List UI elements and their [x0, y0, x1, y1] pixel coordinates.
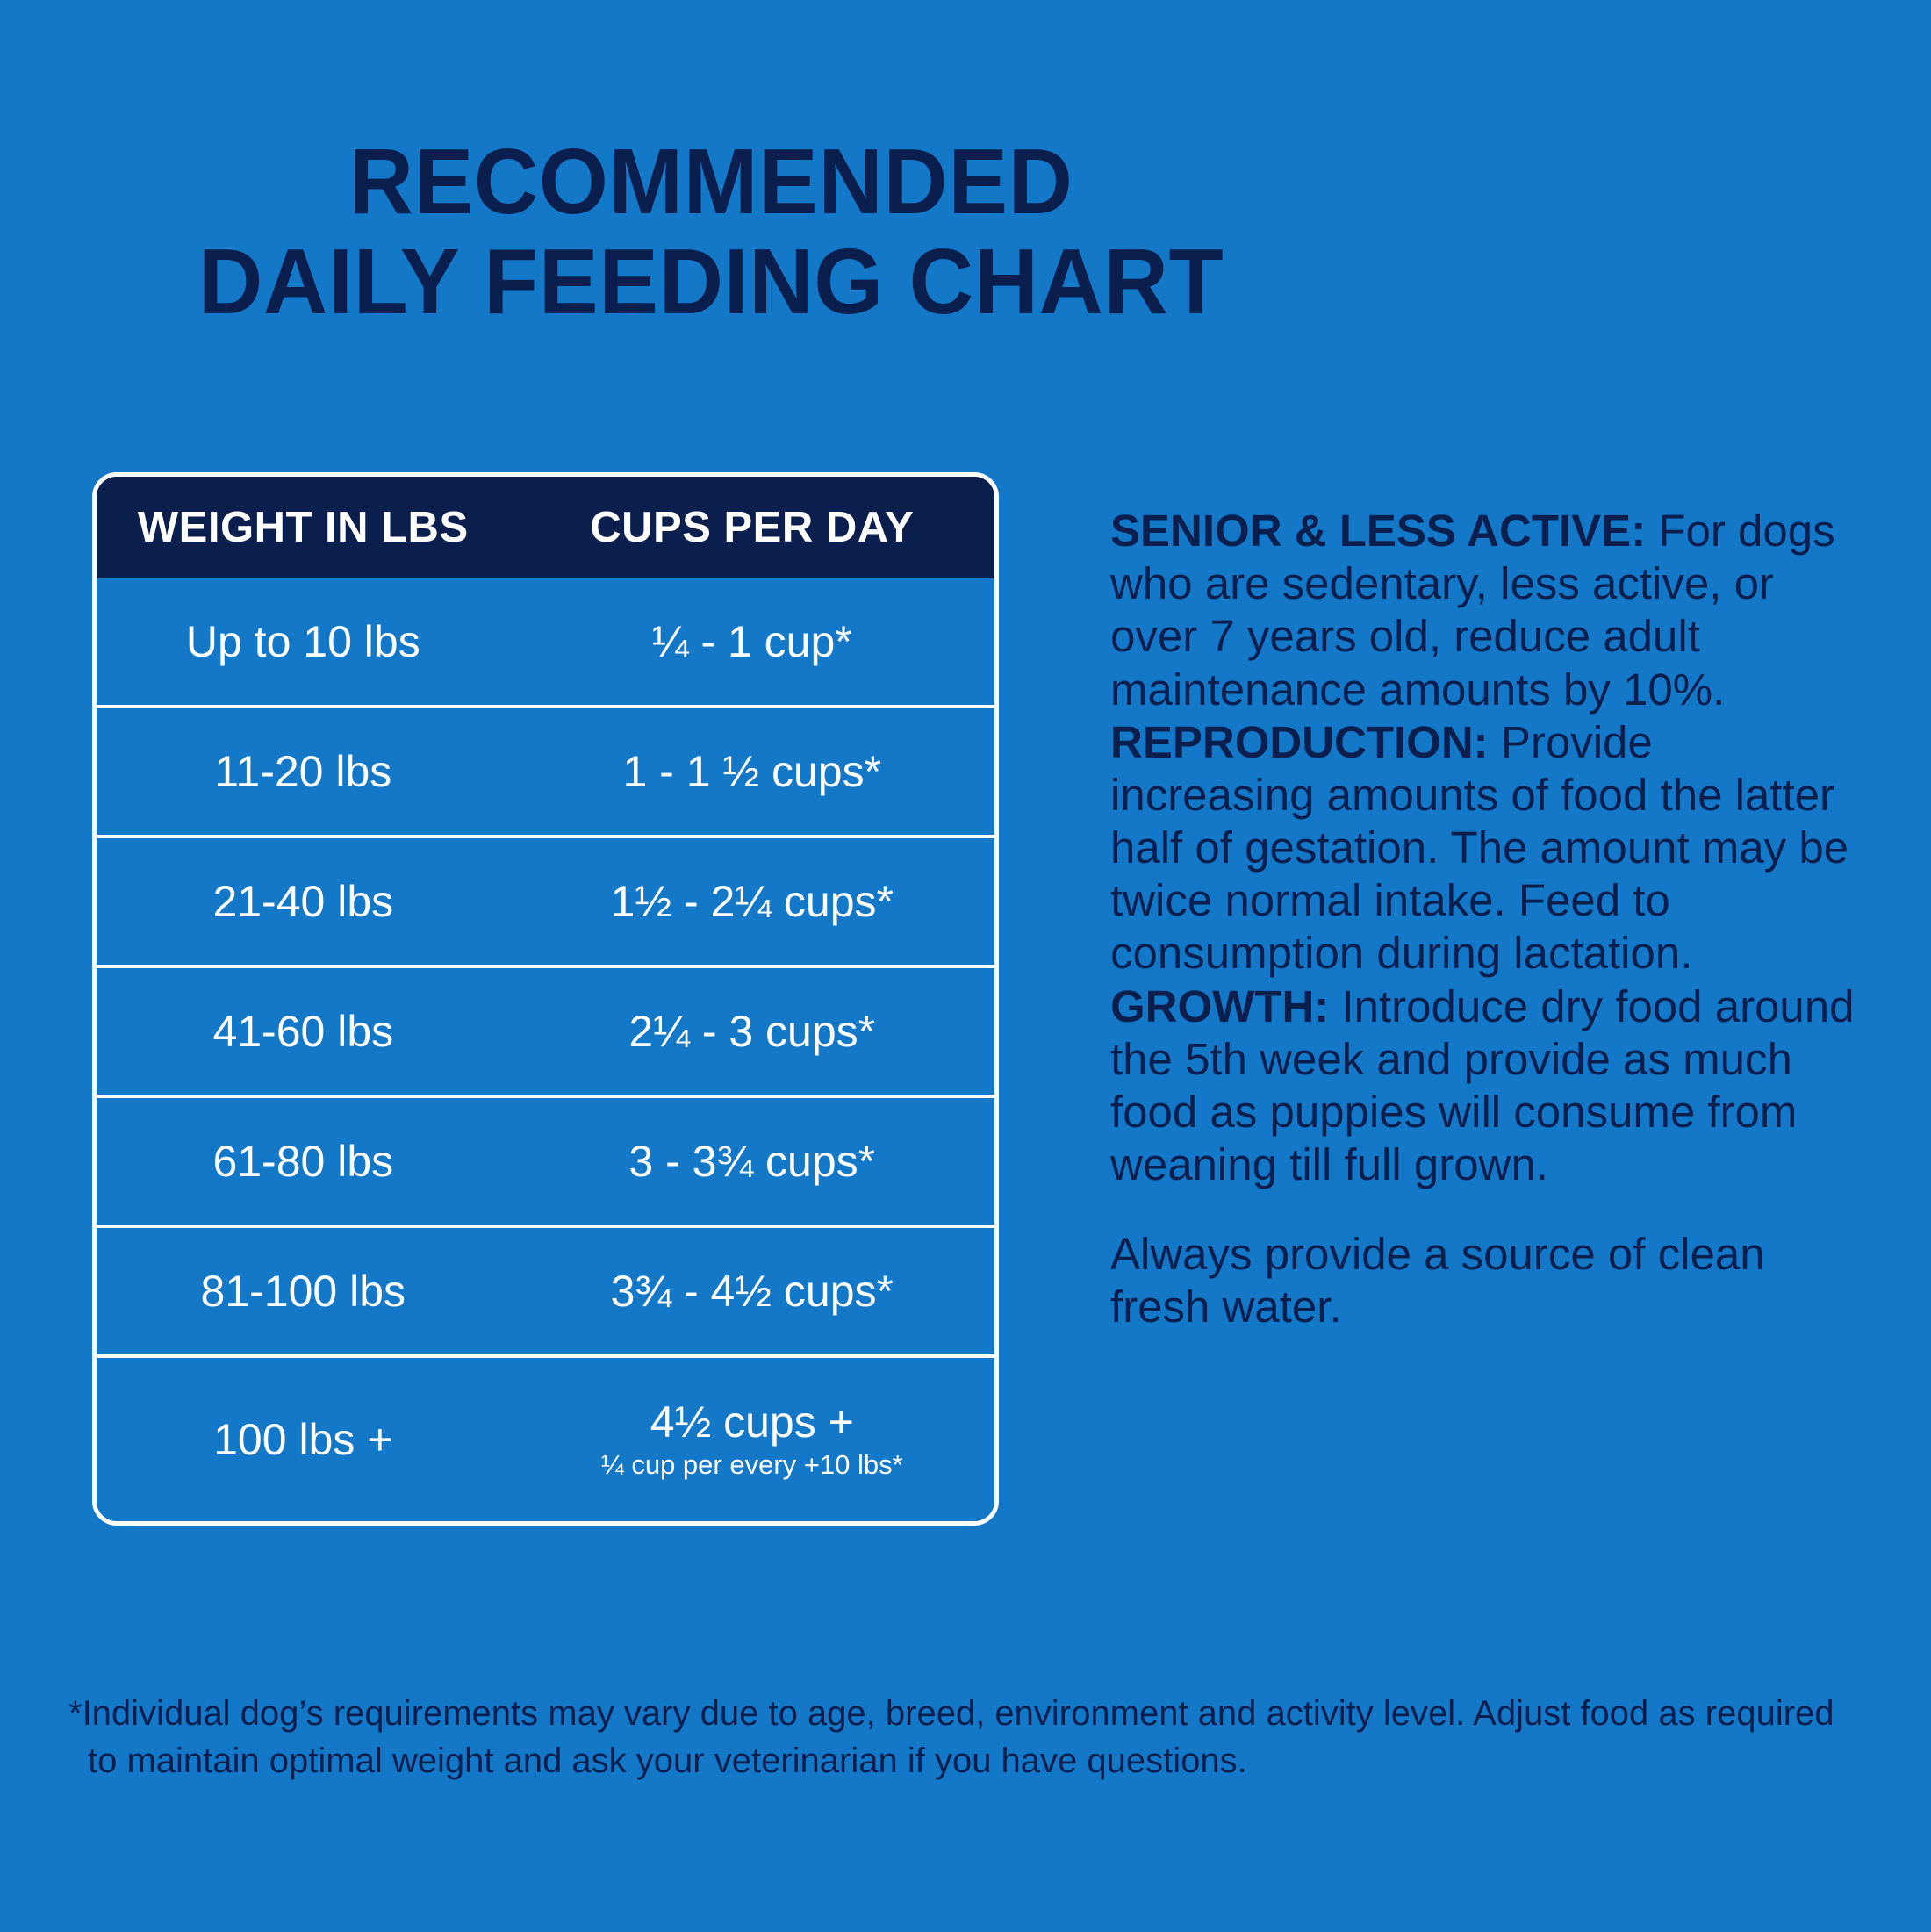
cell-weight: 11-20 lbs	[214, 746, 392, 796]
reproduction-text: Provide increasing amounts of food the latter half of gestation. The amount may be twice normal intake. Feed to consumption during lactation.	[1110, 716, 1849, 979]
cell-cups: 2¼ - 3 cups*	[628, 1006, 876, 1056]
table-row	[97, 578, 994, 708]
cell-cups: 1 - 1 ½ cups*	[622, 746, 882, 796]
paragraph-spacer	[1110, 1191, 1865, 1228]
note-block	[1110, 505, 1865, 1191]
table-row	[97, 1228, 994, 1358]
cell-cups: 3¾ - 4½ cups*	[610, 1266, 894, 1316]
senior-label: SENIOR & LESS ACTIVE:	[1110, 506, 1647, 556]
title-line-1: RECOMMENDED	[348, 130, 1073, 233]
cell-weight: Up to 10 lbs	[185, 616, 420, 666]
reproduction-label: REPRODUCTION:	[1110, 716, 1489, 767]
cell-cups: 1½ - 2¼ cups*	[610, 876, 894, 926]
cell-weight: 100 lbs +	[213, 1414, 393, 1464]
cell-cups-note: ¼ cup per every +10 lbs*	[600, 1449, 903, 1481]
cell-weight: 61-80 lbs	[212, 1136, 394, 1186]
table-row	[97, 708, 994, 838]
growth-label: GROWTH:	[1110, 980, 1330, 1031]
table-row	[97, 838, 994, 968]
cell-weight: 41-60 lbs	[212, 1006, 394, 1056]
cell-cups-value: 4½ cups +	[650, 1397, 854, 1447]
footnote	[68, 1690, 1868, 1785]
footnote-line-1: *Individual dog’s requirements may vary due to age, breed, environment and activity level. Adjust food as required	[68, 1694, 1834, 1733]
table-row	[97, 1098, 994, 1228]
title-line-2: DAILY FEEDING CHART	[197, 230, 1224, 334]
cell-cups: ¼ - 1 cup*	[651, 616, 852, 666]
footnote-line-2: to maintain optimal weight and ask your veterinarian if you have questions.	[88, 1742, 1247, 1780]
table-row	[97, 968, 994, 1098]
water-note: Always provide a source of clean fresh water.	[1110, 1229, 1765, 1332]
column-header-weight: WEIGHT IN LBS	[137, 504, 469, 551]
cell-cups	[510, 1398, 994, 1480]
cell-cups: 3 - 3¾ cups*	[628, 1136, 876, 1186]
growth-text: Introduce dry food around the 5th week and provide as much food as puppies will consume from weaning till full grown.	[1110, 980, 1855, 1190]
table-row	[97, 1358, 994, 1521]
cell-weight: 81-100 lbs	[200, 1266, 406, 1316]
feeding-table	[92, 472, 999, 1526]
table-header-row	[97, 477, 994, 578]
senior-text: For dogs who are sedentary, less active, or over 7 years old, reduce adult maintenance amounts by 10%.	[1110, 506, 1835, 715]
column-header-cups: CUPS PER DAY	[590, 504, 915, 551]
page-title	[0, 132, 1422, 333]
feeding-notes	[1110, 505, 1865, 1334]
cell-weight: 21-40 lbs	[212, 876, 394, 926]
